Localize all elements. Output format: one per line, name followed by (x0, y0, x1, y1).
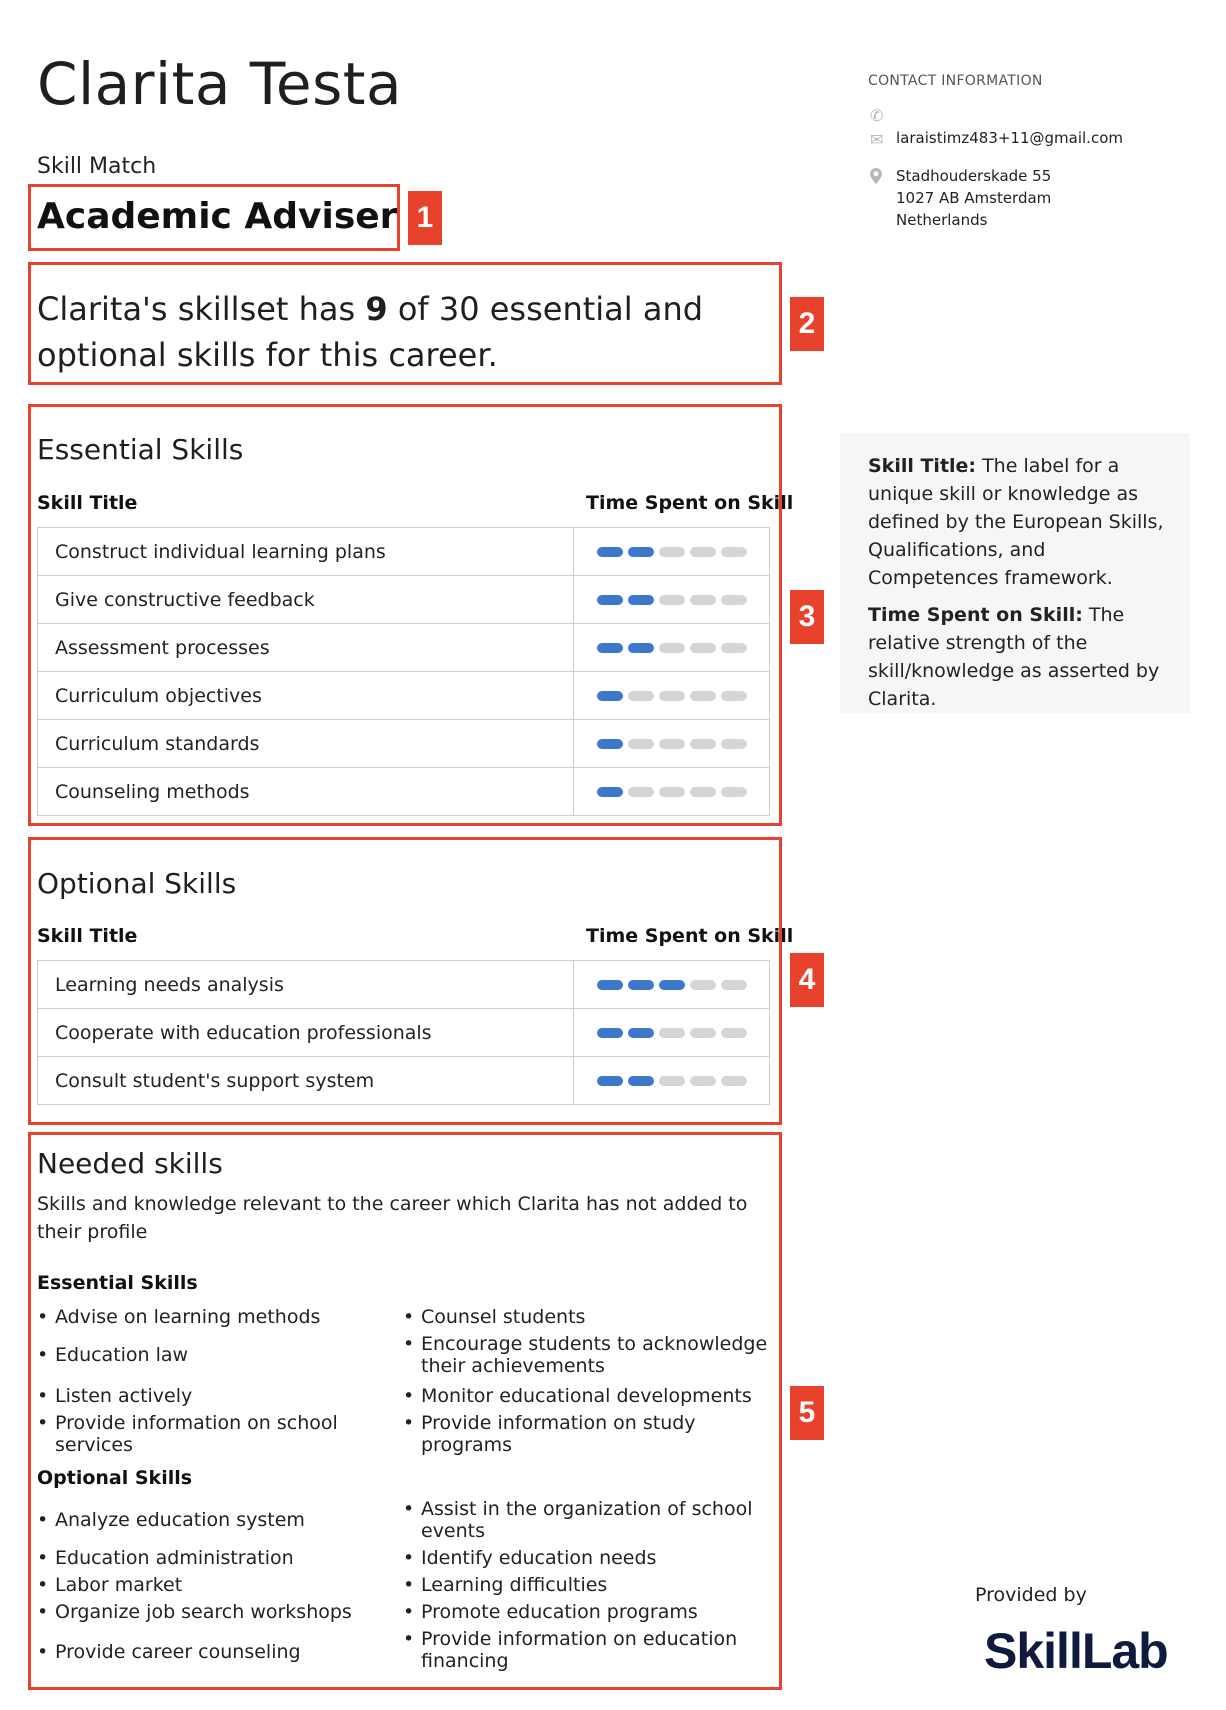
list-item: • Monitor educational developments (403, 1385, 752, 1407)
optional-col-skill-title: Skill Title (37, 925, 138, 947)
skill-title-cell: Give constructive feedback (38, 576, 574, 624)
list-item: • Encourage students to acknowledge their achievements (403, 1333, 773, 1377)
marker-label-3: 3 (790, 590, 824, 644)
contact-heading: CONTACT INFORMATION (868, 73, 1043, 89)
marker-box-1 (28, 184, 400, 251)
skill-title-cell: Curriculum standards (38, 720, 574, 768)
list-item: • Counsel students (403, 1306, 585, 1328)
provided-by-label: Provided by (975, 1584, 1087, 1606)
list-item: • Provide information on study programs (403, 1412, 773, 1456)
skill-title-cell: Learning needs analysis (38, 961, 574, 1009)
candidate-name: Clarita Testa (37, 50, 403, 118)
skill-title-cell: Counseling methods (38, 768, 574, 816)
list-item: • Learning difficulties (403, 1574, 607, 1596)
legend-time-spent: Time Spent on Skill: The relative strength of the skill/knowledge as asserted by Clarita. (868, 604, 1160, 710)
legend-skill-title: Skill Title: The label for a unique skill or knowledge as defined by the European Skills, Qualifications, and Competences framework. (868, 455, 1164, 589)
list-item: • Analyze education system (37, 1509, 305, 1531)
marker-label-2: 2 (790, 297, 824, 351)
skill-title-cell: Cooperate with education professionals (38, 1009, 574, 1057)
marker-box-5 (28, 1132, 782, 1690)
list-item: • Listen actively (37, 1385, 192, 1407)
needed-essential-heading: Essential Skills (37, 1272, 198, 1294)
map-pin-icon (870, 168, 882, 188)
essential-col-time-spent: Time Spent on Skill (586, 492, 794, 514)
essential-col-skill-title: Skill Title (37, 492, 138, 514)
skilllab-logo: SkillLab (984, 1623, 1168, 1679)
needed-skills-title: Needed skills (37, 1147, 223, 1180)
list-item: • Organize job search workshops (37, 1601, 352, 1623)
optional-col-time-spent: Time Spent on Skill (586, 925, 794, 947)
list-item: • Provide career counseling (37, 1641, 301, 1663)
contact-email[interactable]: laraistimz483+11@gmail.com (896, 129, 1123, 147)
marker-label-5: 5 (790, 1386, 824, 1440)
matched-count: 9 (365, 290, 388, 328)
list-item: • Labor market (37, 1574, 182, 1596)
list-item: • Education law (37, 1344, 188, 1366)
optional-skills-title: Optional Skills (37, 867, 237, 900)
marker-box-2 (28, 262, 782, 385)
list-item: • Assist in the organization of school events (403, 1498, 753, 1542)
skill-summary: Clarita's skillset has 9 of 30 essential and optional skills for this career. (37, 290, 704, 374)
marker-box-3 (28, 404, 782, 826)
skill-match-label: Skill Match (37, 154, 157, 179)
skill-title-cell: Consult student's support system (38, 1057, 574, 1105)
envelope-icon: ✉ (870, 130, 884, 149)
address-line-3: Netherlands (896, 211, 988, 229)
career-title: Academic Adviser (37, 196, 398, 237)
phone-icon: ✆ (870, 106, 884, 125)
list-item: • Identify education needs (403, 1547, 656, 1569)
contact-address (896, 165, 1051, 231)
list-item: • Education administration (37, 1547, 294, 1569)
needed-optional-heading: Optional Skills (37, 1467, 193, 1489)
marker-label-1: 1 (408, 191, 442, 245)
marker-label-4: 4 (790, 953, 824, 1007)
skill-title-cell: Construct individual learning plans (38, 528, 574, 576)
address-line-2: 1027 AB Amsterdam (896, 189, 1052, 207)
list-item: • Promote education programs (403, 1601, 698, 1623)
essential-skills-title: Essential Skills (37, 433, 244, 466)
skill-title-cell: Curriculum objectives (38, 672, 574, 720)
list-item: • Advise on learning methods (37, 1306, 320, 1328)
list-item: • Provide information on education financing (403, 1628, 753, 1672)
needed-skills-description: Skills and knowledge relevant to the career which Clarita has not added to their profile (37, 1193, 748, 1243)
address-line-1: Stadhouderskade 55 (896, 167, 1052, 185)
list-item: • Provide information on school services (37, 1412, 397, 1456)
skill-title-cell: Assessment processes (38, 624, 574, 672)
marker-box-4 (28, 837, 782, 1125)
